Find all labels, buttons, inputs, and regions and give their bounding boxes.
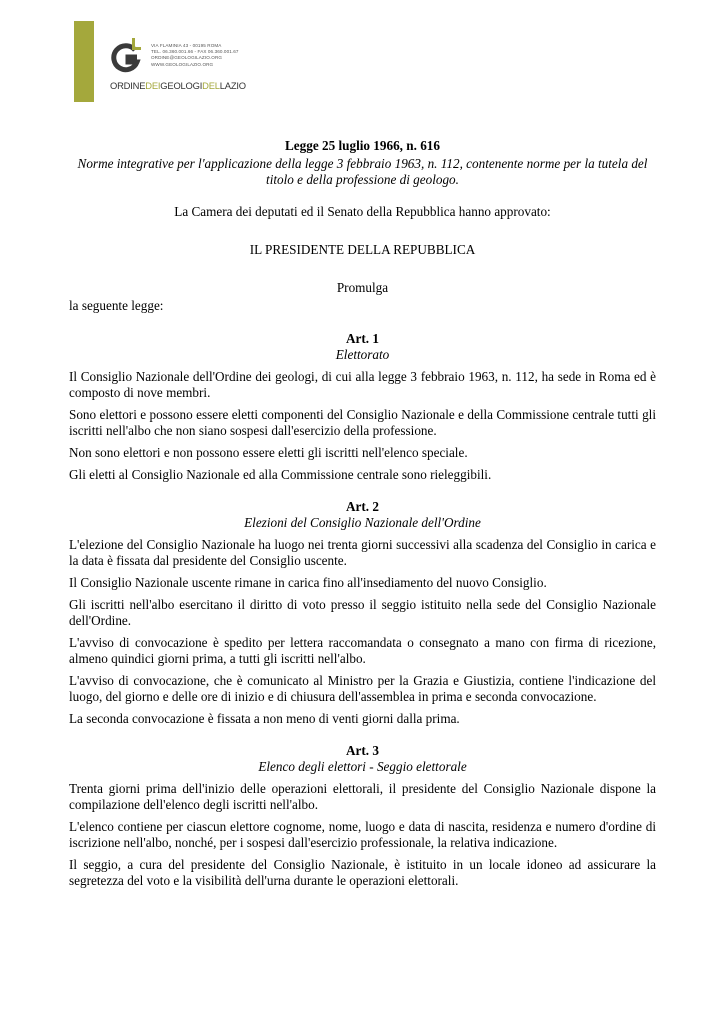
article-paragraph: La seconda convocazione è fissata a non meno di venti giorni dalla prima.: [69, 711, 460, 726]
promulga-heading: Promulga: [336, 280, 389, 295]
article-paragraph: L'avviso di convocazione è spedito per lettera raccomandata o consegnato a mano con firma di ricezione, almeno quindici giorni prima, a tutti gli iscritti nell'albo.: [69, 635, 656, 666]
article-paragraph: Trenta giorni prima dell'inizio delle operazioni elettorali, il presidente del Consiglio Nazionale dispone la compilazione dell'elenco degli iscritti nell'albo.: [69, 781, 656, 812]
article-paragraph: Non sono elettori e non possono essere eletti gli iscritti nell'elenco speciale.: [69, 445, 468, 460]
article-paragraph: L'avviso di convocazione, che è comunicato al Ministro per la Grazia e Giustizia, contiene l'indicazione del luogo, del giorno e delle ore di inizio e di chiusura dell'assemblea in prima e seconda convocazione.: [69, 673, 656, 704]
article-title: Elettorato: [335, 347, 390, 362]
article-paragraph: Il Consiglio Nazionale uscente rimane in carica fino all'insediamento del nuovo Consiglio.: [69, 575, 547, 590]
intro-text: la seguente legge:: [69, 298, 164, 313]
article-title: Elenco degli elettori - Seggio elettorale: [258, 759, 467, 774]
article-paragraph: Gli eletti al Consiglio Nazionale ed alla Commissione centrale sono rieleggibili.: [69, 467, 492, 482]
article-number: Art. 3: [346, 743, 379, 758]
article-paragraph: Sono elettori e possono essere eletti componenti del Consiglio Nazionale e della Commissione centrale tutti gli iscritti nell'albo che non siano sospesi dall'esercizio della professione.: [69, 407, 656, 438]
article-1: [69, 331, 656, 483]
article-paragraph: Il Consiglio Nazionale dell'Ordine dei geologi, di cui alla legge 3 febbraio 1963, n. 112, ha sede in Roma ed è composto di nove membri.: [69, 369, 656, 400]
logo-bar: [74, 21, 94, 102]
article-title: Elezioni del Consiglio Nazionale dell'Ordine: [244, 515, 481, 530]
article-paragraph: L'elenco contiene per ciascun elettore cognome, nome, luogo e data di nascita, residenza e numero d'ordine di iscrizione nell'albo, nonché, per i sospesi dall'esercizio professionale, la relativa indicazione.: [69, 819, 656, 850]
address-line: VIA FLAMINIA 43 - 00195 ROMA: [151, 43, 222, 48]
law-subtitle: Norme integrative per l'applicazione della legge 3 febbraio 1963, n. 112, contenente norme per la tutela del titolo e della professione di geologo.: [77, 156, 648, 187]
document-body: [69, 138, 656, 895]
article-paragraph: Gli iscritti nell'albo esercitano il diritto di voto presso il seggio istituito nella sede del Consiglio Nazionale dell'Ordine.: [69, 597, 656, 628]
phone-fax-line: TEL. 06.360.001.66 - FAX 06.360.001.67: [151, 49, 239, 55]
article-number: Art. 2: [346, 499, 379, 514]
approval-statement: La Camera dei deputati ed il Senato della Repubblica hanno approvato:: [174, 204, 551, 219]
article-3: [69, 743, 656, 889]
article-paragraph: L'elezione del Consiglio Nazionale ha luogo nei trenta giorni successivi alla scadenza del Consiglio in carica e la data è fissata dal presidente del Consiglio uscente.: [69, 537, 656, 568]
article-paragraph: Il seggio, a cura del presidente del Consiglio Nazionale, è istituito in un locale idoneo ad assicurare la segretezza del voto e la visibilità dell'urna durante le operazioni elettorali.: [69, 857, 656, 888]
president-heading: IL PRESIDENTE DELLA REPUBBLICA: [249, 242, 476, 257]
law-title: Legge 25 luglio 1966, n. 616: [285, 138, 440, 153]
geologi-logo-icon: [110, 36, 146, 76]
article-2: [69, 499, 656, 727]
org-name: ORDINEDEIGEOLOGIDELLAZIO: [110, 80, 246, 91]
website-line: WWW.GEOLOGILAZIO.ORG: [151, 61, 214, 67]
article-number: Art. 1: [346, 331, 379, 346]
email-line: ORDINE@GEOLOGILAZIO.ORG: [151, 55, 223, 61]
letterhead-address: [151, 43, 239, 68]
